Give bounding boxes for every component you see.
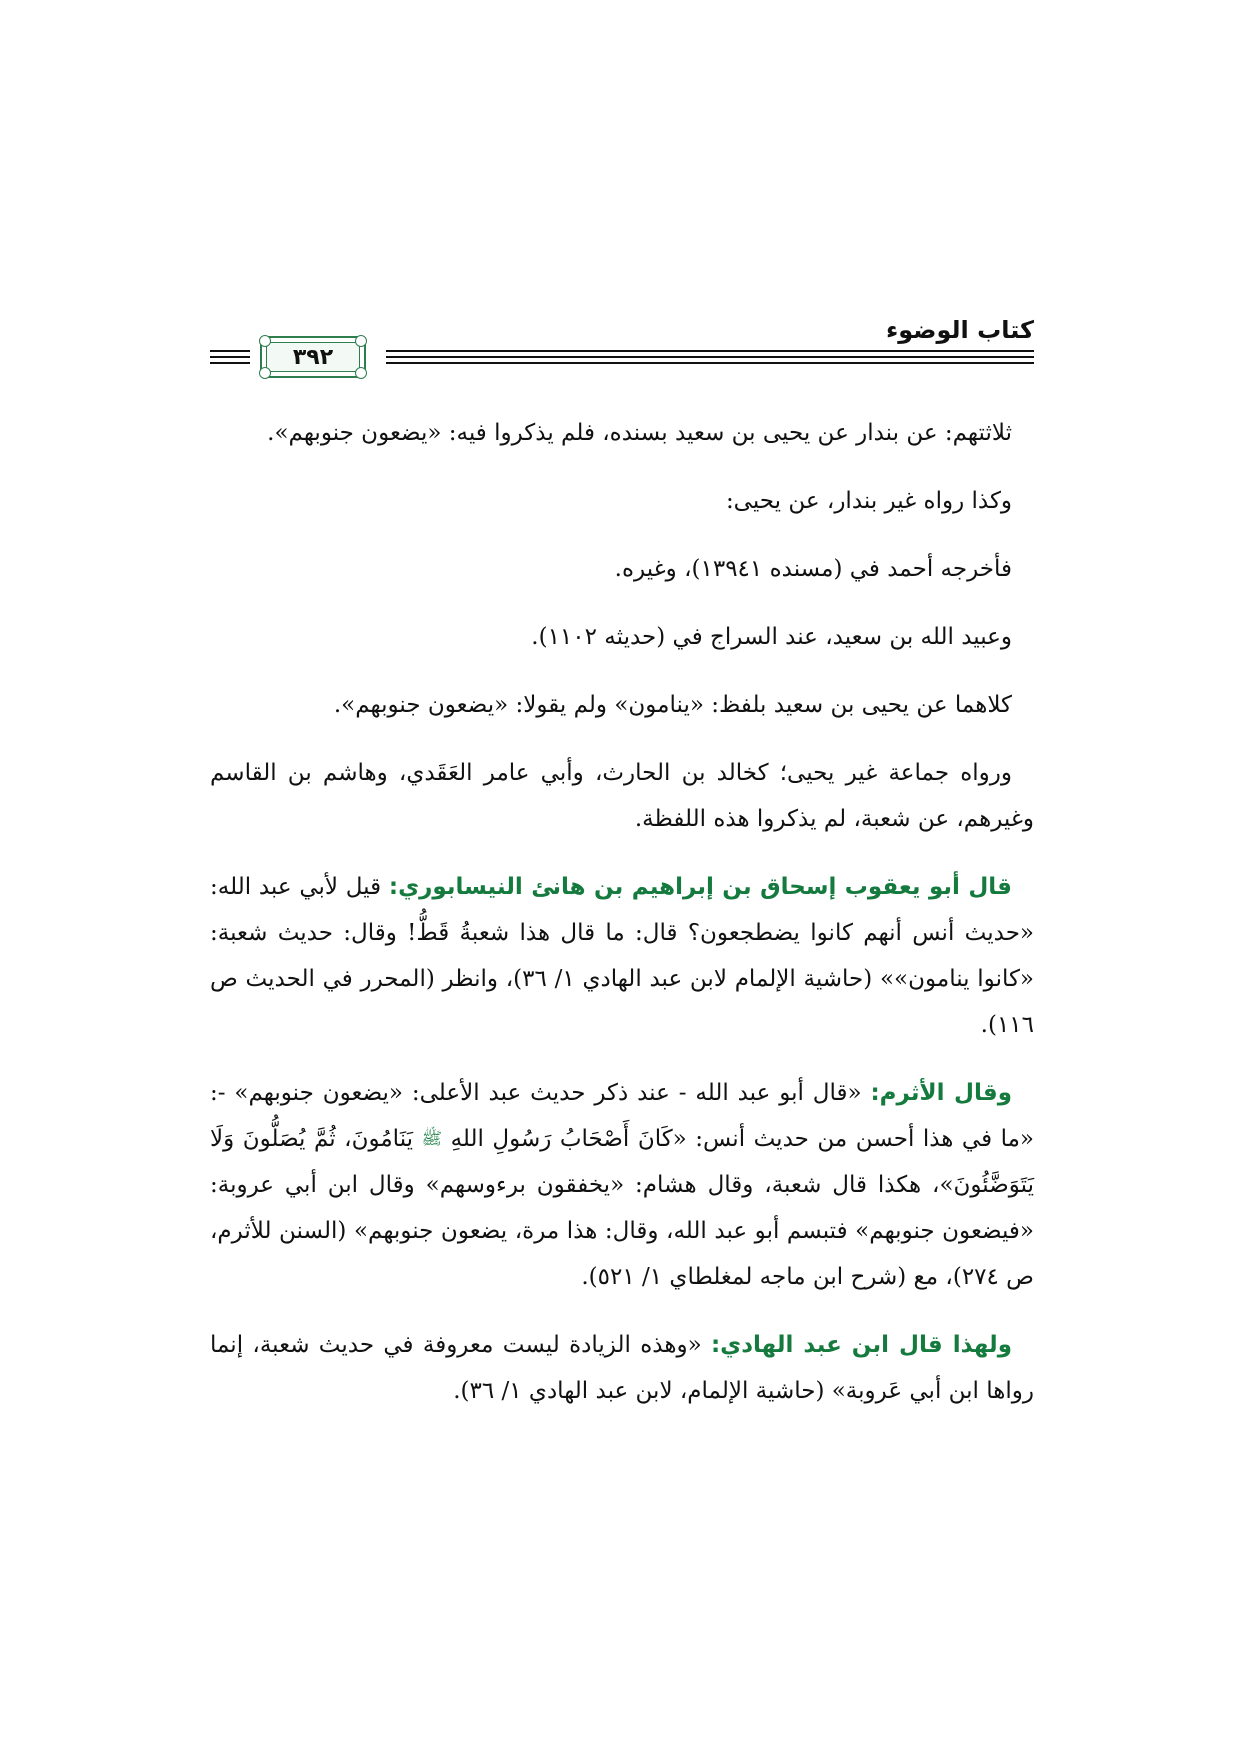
header-rule <box>386 356 1034 358</box>
paragraph: كلاهما عن يحيى بن سعيد بلفظ: «ينامون» ولم يقولا: «يضعون جنوبهم». <box>333 692 1012 718</box>
paragraph: وعبيد الله بن سعيد، عند السراج في (حديثه ١١٠٢). <box>531 624 1012 650</box>
header-rule <box>386 362 1034 364</box>
paragraph-text: قيل لأبي عبد الله: «حديث أنس أنهم كانوا يضطجعون؟ قال: ما قال هذا شعبةُ قَطُّ! وقال: حديث شعبة: «كانوا ينامون»» (حاشية الإلمام لابن عبد الهادي ١/ ٣٦)، وانظر (المحرر في الحديث ص ١١٦). <box>210 874 1034 1038</box>
speaker-name: وقال الأثرم: <box>870 1080 1012 1106</box>
paragraph-text: يَنَامُونَ، ثُمَّ يُصَلُّونَ وَلَا يَتَوَضَّئُونَ»، هكذا قال شعبة، وقال هشام: «يخفقون برءوسهم» وقال ابن أبي عروبة: «فيضعون جنوبهم» فتبسم أبو عبد الله، وقال: هذا مرة، يضعون جنوبهم» (السنن للأثرم، ص ٢٧٤)، مع (شرح ابن ماجه لمغلطاي ١/ ٥٢١). <box>210 1126 1034 1290</box>
paragraph-text: «قال أبو عبد الله - عند ذكر حديث عبد الأعلى: «يضعون جنوبهم» -: «ما في هذا أحسن من حديث أنس: «كَانَ أَصْحَابُ رَسُولِ اللهِ <box>210 1080 1034 1152</box>
salutation-glyph: ﷺ <box>421 1129 443 1149</box>
paragraph: ورواه جماعة غير يحيى؛ كخالد بن الحارث، وأبي عامر العَقَدي، وهاشم بن القاسم وغيرهم، عن شعبة، لم يذكروا هذه اللفظة. <box>210 760 1034 832</box>
paragraph-quote-ibn-abd-alhadi <box>210 1322 1034 1414</box>
page-number-badge <box>260 336 366 378</box>
speaker-name: ولهذا قال ابن عبد الهادي: <box>710 1332 1012 1358</box>
paragraph: ثلاثتهم: عن بندار عن يحيى بن سعيد بسنده، فلم يذكروا فيه: «يضعون جنوبهم». <box>267 420 1012 446</box>
paragraph-quote-ishaq <box>210 864 1034 1048</box>
paragraph-text: «وهذه الزيادة ليست معروفة في حديث شعبة، إنما رواها ابن أبي عَروبة» (حاشية الإلمام، لابن عبد الهادي ١/ ٣٦). <box>210 1332 1034 1404</box>
header-rule <box>386 350 1034 352</box>
speaker-name: قال أبو يعقوب إسحاق بن إبراهيم بن هانئ النيسابوري: <box>388 874 1012 900</box>
page-body <box>210 410 1034 1436</box>
paragraph: وكذا رواه غير بندار، عن يحيى: <box>725 488 1012 514</box>
header-rule-left <box>210 350 250 352</box>
header-rule-left <box>210 362 250 364</box>
page-number: ٣٩٢ <box>292 344 334 370</box>
book-title: كتاب الوضوء <box>885 316 1034 344</box>
header-rule-left <box>210 356 250 358</box>
paragraph: فأخرجه أحمد في (مسنده ١٣٩٤١)، وغيره. <box>614 556 1012 582</box>
paragraph-quote-athram <box>210 1070 1034 1300</box>
page-header <box>210 310 1034 390</box>
